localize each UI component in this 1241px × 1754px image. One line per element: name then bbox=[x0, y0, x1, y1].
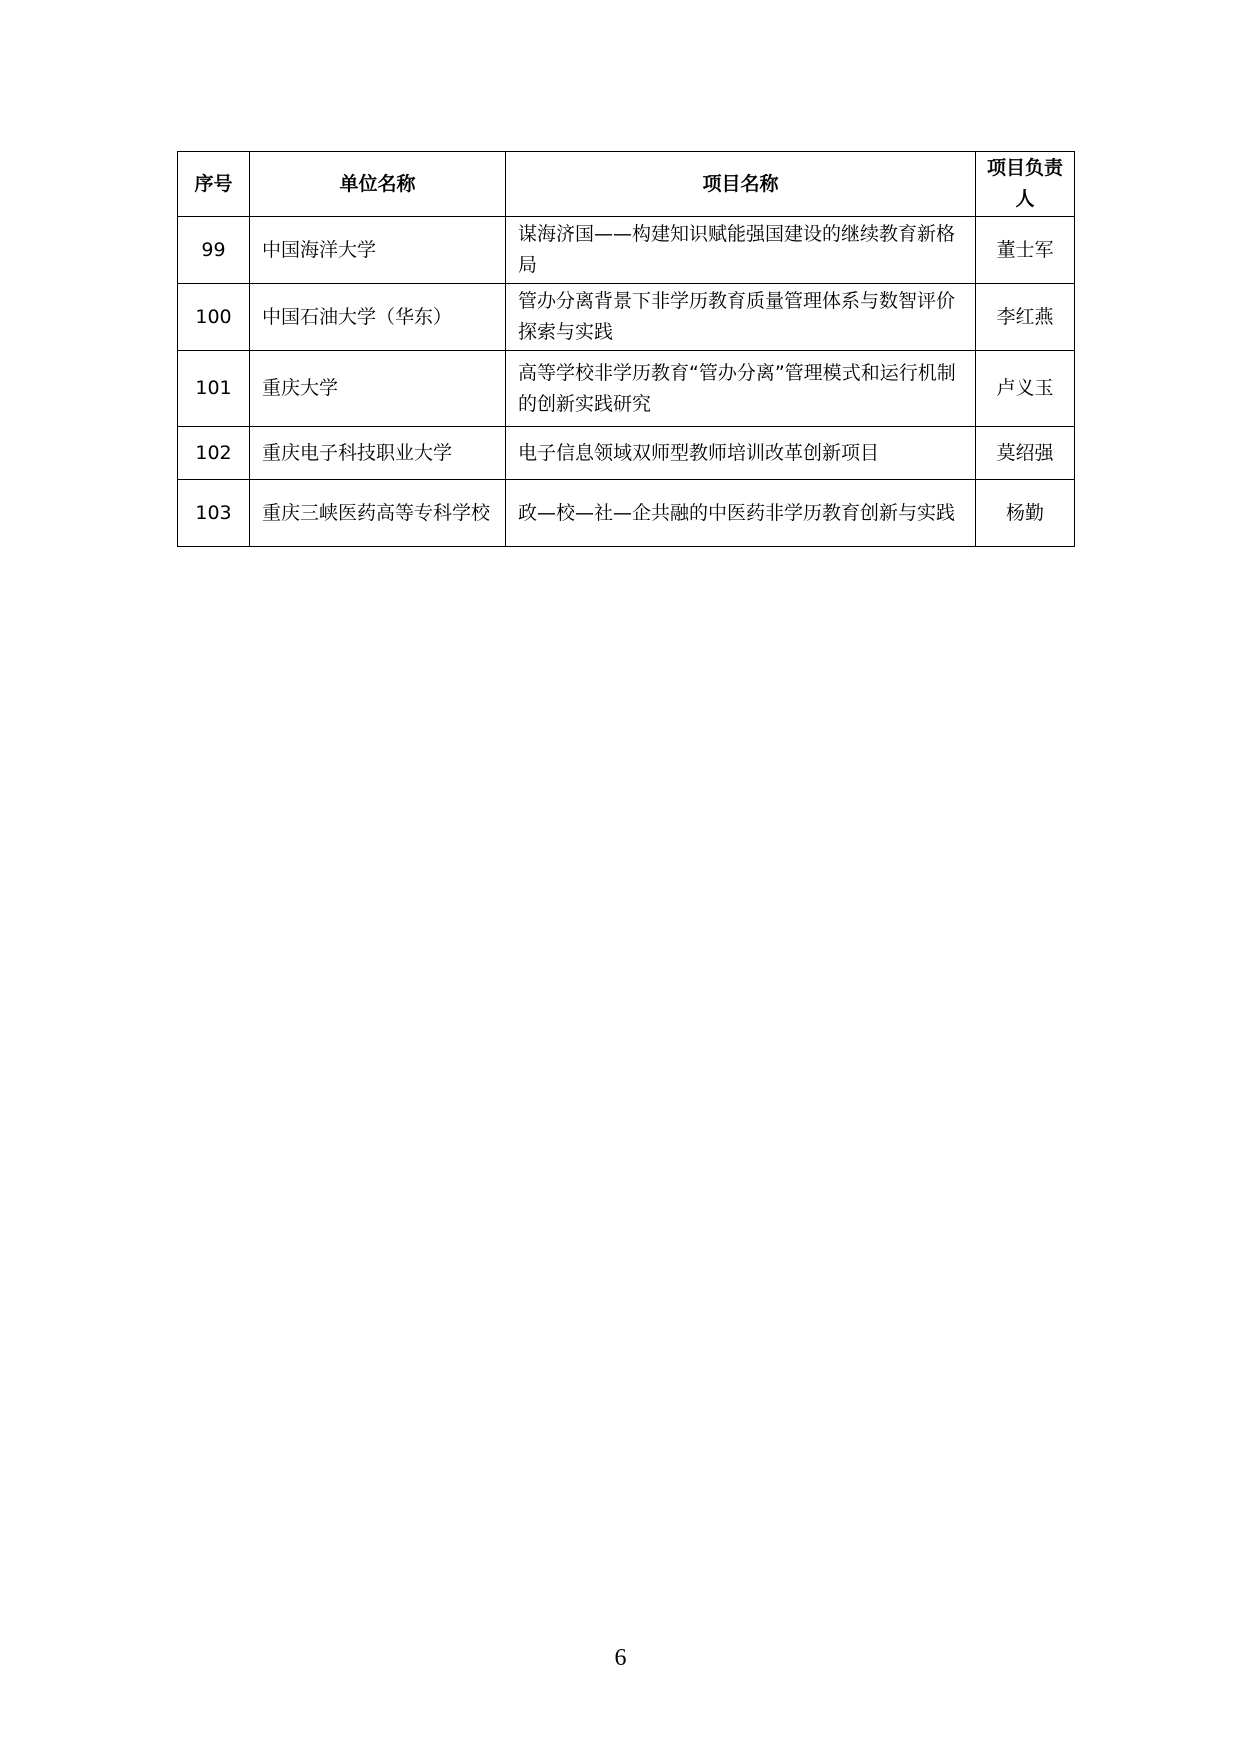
page-number: 6 bbox=[614, 1645, 627, 1671]
table-row bbox=[178, 217, 1075, 284]
cell-person: 董士军 bbox=[976, 217, 1075, 284]
cell-project: 电子信息领域双师型教师培训改革创新项目 bbox=[506, 427, 976, 480]
header-project: 项目名称 bbox=[506, 152, 976, 217]
table-row bbox=[178, 427, 1075, 480]
cell-person: 莫绍强 bbox=[976, 427, 1075, 480]
cell-project: 谋海济国——构建知识赋能强国建设的继续教育新格局 bbox=[506, 217, 976, 284]
cell-unit: 重庆三峡医药高等专科学校 bbox=[250, 480, 506, 547]
cell-unit: 中国海洋大学 bbox=[250, 217, 506, 284]
cell-person: 李红燕 bbox=[976, 284, 1075, 351]
table-row bbox=[178, 351, 1075, 427]
project-table bbox=[177, 151, 1075, 547]
header-person: 项目负责人 bbox=[976, 152, 1075, 217]
cell-project: 高等学校非学历教育“管办分离”管理模式和运行机制的创新实践研究 bbox=[506, 351, 976, 427]
cell-unit: 重庆电子科技职业大学 bbox=[250, 427, 506, 480]
header-unit: 单位名称 bbox=[250, 152, 506, 217]
cell-seq: 101 bbox=[178, 351, 250, 427]
cell-project: 管办分离背景下非学历教育质量管理体系与数智评价探索与实践 bbox=[506, 284, 976, 351]
cell-unit: 重庆大学 bbox=[250, 351, 506, 427]
table-row bbox=[178, 480, 1075, 547]
cell-seq: 103 bbox=[178, 480, 250, 547]
cell-project: 政—校—社—企共融的中医药非学历教育创新与实践 bbox=[506, 480, 976, 547]
header-seq: 序号 bbox=[178, 152, 250, 217]
cell-unit: 中国石油大学（华东） bbox=[250, 284, 506, 351]
cell-person: 卢义玉 bbox=[976, 351, 1075, 427]
cell-seq: 99 bbox=[178, 217, 250, 284]
cell-seq: 100 bbox=[178, 284, 250, 351]
table-header-row bbox=[178, 152, 1075, 217]
cell-seq: 102 bbox=[178, 427, 250, 480]
table-row bbox=[178, 284, 1075, 351]
cell-person: 杨勤 bbox=[976, 480, 1075, 547]
